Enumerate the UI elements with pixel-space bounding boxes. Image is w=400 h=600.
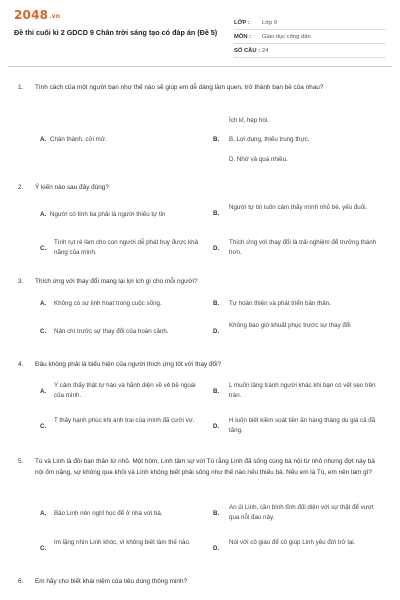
option-label: A. [40, 300, 47, 307]
option-text: T thấy hạnh phúc khi anh trai của mình đã cưới vợ. [54, 417, 195, 424]
meta-table [234, 16, 386, 58]
question-number: 6. [18, 578, 24, 585]
question-number: 3. [18, 278, 24, 285]
logo-suffix: .vn [49, 13, 61, 20]
option-text: Im lặng nhìn Linh khóc, vì không biết làm thế nào. [54, 539, 191, 546]
option-text: Người có tính ba phải là người thiếu tự tin [50, 211, 166, 218]
document-title: Đề thi cuối kì 2 GDCD 9 Chân trời sáng tạo có đáp án (Đề 5) [14, 28, 218, 37]
option-label: B. [213, 136, 220, 143]
option-label: D. [213, 245, 220, 252]
meta-key: LỚP : [234, 19, 250, 26]
document-header [8, 6, 392, 64]
meta-row-class [234, 16, 386, 30]
question-text: Em hãy cho biết khái niệm của tiêu dùng thông minh? [35, 578, 188, 585]
question-number: 5. [18, 458, 24, 465]
question-number: 2. [18, 184, 24, 191]
meta-row-subject [234, 30, 386, 44]
option-label: A. [40, 211, 47, 218]
option-text: B. Lợi dụng, thiếu trung thực. [229, 136, 310, 143]
question-number: 4. [18, 361, 24, 368]
option-text: D. Nhờ vả quá nhiều. [229, 156, 288, 163]
option-text: An ủi Linh, cần bình tĩnh đối diện với sự thật để vượt qua nỗi đau này. [229, 504, 374, 521]
question-text: Tú và Linh là đôi bạn thân từ nhỏ. Một hôm, Linh tâm sự với Tú rằng Linh đã sống cùng bà nội từ nhỏ nhưng đợt này bà nội ốm nặng, sợ không qua khỏi và Linh không biết phải sống như thế nào nếu thiếu bà. Nếu em là Tú, em nên làm gì? [35, 458, 375, 476]
option-text: Y cảm thấy thật tự hào và hãnh diện về vẻ bề ngoài của mình. [54, 382, 196, 399]
option-text: Ích kỉ, hẹp hòi. [229, 117, 269, 124]
question-text: Ý kiến nào sau đây đúng? [35, 184, 109, 191]
option-text: Chân thành, cởi mở. [50, 136, 107, 143]
meta-row-count [234, 44, 386, 58]
meta-value: Lớp 9 [262, 19, 278, 26]
option-text: Tính rụt rè làm cho con người dễ phát huy được khả năng của mình. [54, 239, 199, 256]
option-label: D. [213, 328, 220, 335]
option-text: Bảo Linh nên nghỉ học để ở nhà với bà. [54, 510, 163, 517]
option-label: C. [40, 328, 47, 335]
option-label: B. [213, 210, 220, 217]
option-text: Không có sự linh hoạt trong cuộc sống. [54, 300, 162, 307]
meta-value: 24 [262, 47, 269, 54]
option-text: Người tự tin luôn cảm thấy mình nhỏ bé, yếu đuối. [229, 204, 368, 211]
meta-value: Giáo dục công dân [262, 33, 311, 40]
question-text: Đâu không phải là biểu hiện của người thích ứng tốt với thay đổi? [35, 361, 222, 368]
option-text: Nản chí trước sự thay đổi của hoàn cảnh. [54, 328, 169, 335]
option-label: C. [40, 545, 47, 552]
option-label: C. [40, 245, 47, 252]
option-label: A. [40, 388, 47, 395]
option-label: D. [213, 545, 220, 552]
logo-main: 2048 [14, 8, 49, 22]
option-text: L muốn lảng tránh người khác khi bạn có vết sẹo trên trán. [229, 382, 376, 399]
question-text: Tính cách của một người bạn như thế nào sẽ giúp em dễ dàng làm quen, trở thành bạn bè của nhau? [35, 84, 324, 91]
option-text: Nói với cô giáo để cô giúp Linh yêu đời trở lại. [229, 539, 356, 546]
option-label: B. [213, 388, 220, 395]
option-label: D. [213, 423, 220, 430]
site-logo[interactable] [14, 8, 60, 22]
header-divider [8, 66, 392, 67]
option-label: B. [213, 300, 220, 307]
option-text: H luôn biết kiềm soát tiền ăn hàng tháng du giá cả đã tăng. [229, 417, 376, 434]
option-text: Thích ứng với thay đổi là trải nghiệm để trưởng thành hơn. [229, 239, 377, 256]
option-text: Không bao giờ khuất phục trước sự thay đổi [229, 322, 351, 329]
option-text: Tự hoàn thiện và phát triển bản thân. [229, 300, 331, 307]
option-label: C. [40, 423, 47, 430]
meta-key: SỐ CÂU : [234, 47, 261, 54]
option-label: A. [40, 136, 47, 143]
meta-key: MÔN : [234, 33, 252, 40]
question-text: Thích ứng với thay đổi mang lại lợi ích gì cho mỗi người? [35, 278, 198, 285]
question-number: 1. [18, 84, 24, 91]
option-label: B. [213, 510, 220, 517]
option-label: A. [40, 510, 47, 517]
